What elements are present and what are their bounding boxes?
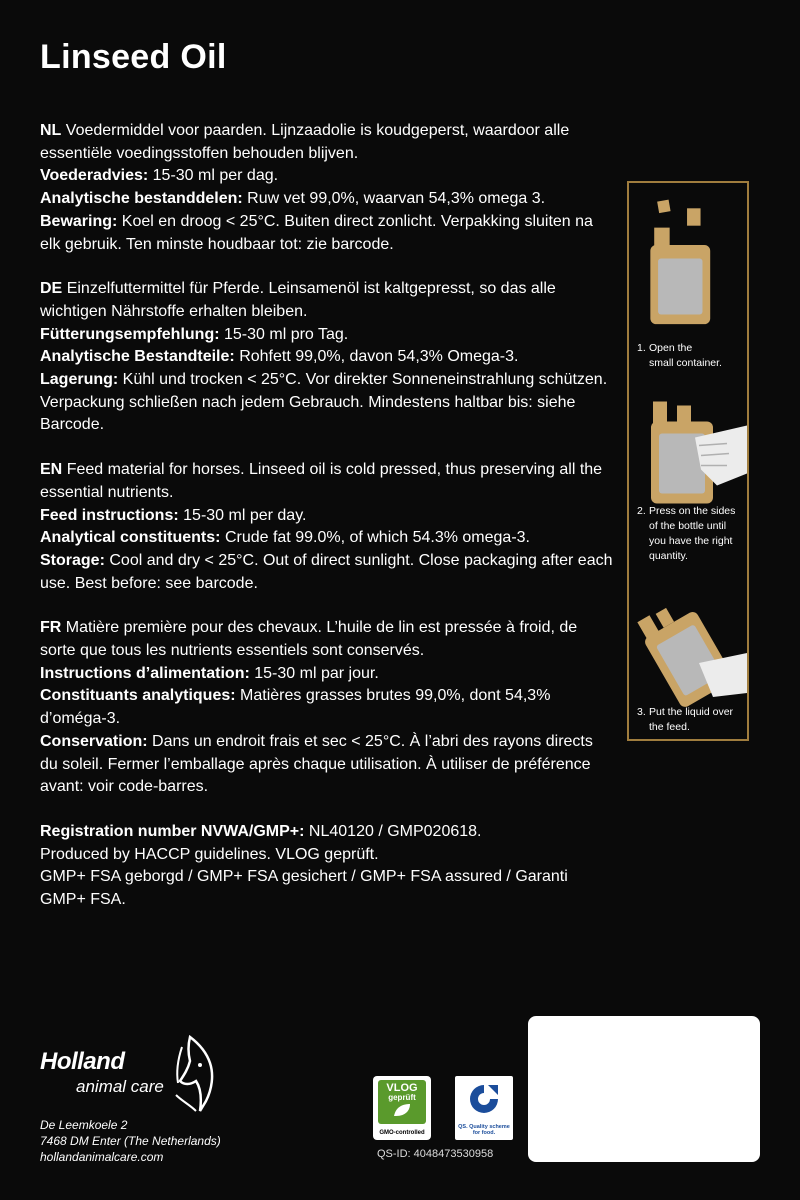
registration-label: Registration number NVWA/GMP+: — [40, 822, 305, 840]
lang-code: DE — [40, 280, 63, 298]
info-line — [40, 211, 615, 256]
intro-text: Voedermiddel voor paarden. Lijnzaadolie is koudgeperst, waardoor alle essentiële voedingsstoffen behouden blijven. — [40, 122, 570, 162]
info-text: Cool and dry < 25°C. Out of direct sunlight. Close packaging after each use. Best before: see barcode. — [40, 551, 613, 592]
company-address — [40, 1117, 221, 1165]
lang-code: FR — [40, 619, 62, 637]
info-text: 15-30 ml par jour. — [254, 664, 379, 682]
info-line — [40, 663, 615, 686]
gmp-line: GMP+ FSA geborgd / GMP+ FSA gesichert / GMP+ FSA assured / Garanti GMP+ FSA. — [40, 868, 568, 909]
info-line — [40, 527, 615, 550]
bottle-pour-illustration — [629, 583, 747, 723]
company-website: hollandanimalcare.com — [40, 1150, 164, 1164]
info-line — [40, 346, 615, 369]
logo-sub-text: animal care — [76, 1077, 164, 1096]
address-city: 7468 DM Enter (The Netherlands) — [40, 1134, 221, 1148]
info-line — [40, 731, 615, 799]
info-line — [40, 165, 615, 188]
info-label: Conservation: — [40, 732, 148, 750]
info-line — [40, 685, 615, 730]
holland-animal-care-logo — [40, 1035, 220, 1115]
info-text: Kühl und trocken < 25°C. Vor direkter Sonneneinstrahlung schützen. Verpackung schließen nach jedem Gebrauch. Mindestens haltbar bis: siehe Barcode. — [40, 371, 608, 434]
qs-certification-badge — [455, 1076, 513, 1140]
registration-value: NL40120 / GMP020618. — [308, 822, 482, 840]
section-en — [40, 459, 615, 595]
registration-block — [40, 821, 615, 912]
haccp-line: Produced by HACCP guidelines. VLOG geprüft. — [40, 845, 379, 863]
address-street: De Leemkoele 2 — [40, 1118, 128, 1132]
bottle-press-illustration — [629, 383, 747, 523]
info-line — [40, 550, 615, 595]
info-line — [40, 324, 615, 347]
intro-text: Matière première pour des chevaux. L’huile de lin est pressée à froid, de sorte que tous les nutrients essentiels sont conservés. — [40, 619, 578, 660]
info-label: Analytical constituents: — [40, 529, 221, 547]
section-intro — [40, 617, 615, 662]
info-text: Dans un endroit frais et sec < 25°C. À l’abri des rayons directs du soleil. Fermer l’emballage après chaque utilisation. À utiliser de préférence avant: voir code-barres. — [40, 732, 593, 796]
bottle-open-illustration — [629, 189, 747, 329]
info-text: 15-30 ml per dag. — [152, 167, 279, 185]
qs-arrow-icon — [466, 1081, 502, 1117]
page-title: Linseed Oil — [40, 38, 227, 76]
info-label: Bewaring: — [40, 212, 118, 230]
section-intro — [40, 459, 615, 504]
info-text: Rohfett 99,0%, davon 54,3% Omega-3. — [239, 348, 519, 366]
logo-brand-text: Holland — [40, 1048, 125, 1075]
info-label: Fütterungsempfehlung: — [40, 325, 220, 343]
section-de — [40, 278, 615, 437]
section-nl — [40, 120, 615, 256]
lang-code: EN — [40, 461, 63, 479]
info-text: Crude fat 99.0%, of which 54.3% omega-3. — [224, 529, 530, 547]
info-label: Analytische bestanddelen: — [40, 190, 243, 208]
section-intro — [40, 278, 615, 323]
intro-text: Einzelfuttermittel für Pferde. Leinsamenöl ist kaltgepresst, so das alle wichtigen Nährstoffe erhalten bleiben. — [40, 280, 556, 320]
registration-line — [40, 821, 615, 844]
usage-instructions-panel — [627, 181, 749, 741]
info-label: Feed instructions: — [40, 506, 179, 524]
info-line — [40, 188, 615, 211]
instruction-step-2: 2. Press on the sides of the bottle until you have the right quantity. — [637, 505, 736, 562]
vlog-badge-inner — [378, 1080, 426, 1124]
section-fr — [40, 617, 615, 799]
info-text: 15-30 ml pro Tag. — [224, 325, 349, 343]
info-line — [40, 369, 615, 437]
qs-badge-text: QS. Quality scheme for food. — [458, 1124, 510, 1136]
horse-head-logo-icon — [172, 1035, 220, 1115]
intro-text: Feed material for horses. Linseed oil is cold pressed, thus preserving all the essential nutrients. — [40, 461, 603, 501]
info-text: Matières grasses brutes 99,0%, dont 54,3% d’oméga-3. — [40, 687, 551, 728]
info-label: Constituants analytiques: — [40, 687, 236, 705]
info-text: Koel en droog < 25°C. Buiten direct zonlicht. Verpakking sluiten na elk gebruik. Ten minste houdbaar tot: zie barcode. — [40, 212, 593, 253]
section-intro — [40, 120, 615, 165]
barcode-label-area — [528, 1016, 760, 1162]
vlog-badge-title: VLOG — [386, 1082, 418, 1094]
vlog-badge-subtitle: geprüft — [388, 1093, 416, 1102]
instruction-step-1: 1. Open the small container. — [637, 342, 722, 369]
qs-id-text: QS-ID: 4048473530958 — [377, 1148, 494, 1160]
info-label: Storage: — [40, 551, 105, 569]
vlog-gmo-text: GMO-controlled — [379, 1130, 425, 1136]
instruction-step-3: 3. Put the liquid over the feed. — [637, 706, 734, 733]
leaf-icon — [390, 1102, 414, 1118]
info-label: Analytische Bestandteile: — [40, 348, 235, 366]
info-text: 15-30 ml per day. — [183, 506, 307, 524]
info-line — [40, 505, 615, 528]
main-text — [40, 120, 615, 912]
vlog-certification-badge — [373, 1076, 431, 1140]
lang-code: NL — [40, 122, 62, 139]
info-label: Voederadvies: — [40, 167, 149, 185]
info-label: Instructions d’alimentation: — [40, 664, 250, 682]
info-text: Ruw vet 99,0%, waarvan 54,3% omega 3. — [247, 190, 546, 208]
info-label: Lagerung: — [40, 371, 119, 389]
